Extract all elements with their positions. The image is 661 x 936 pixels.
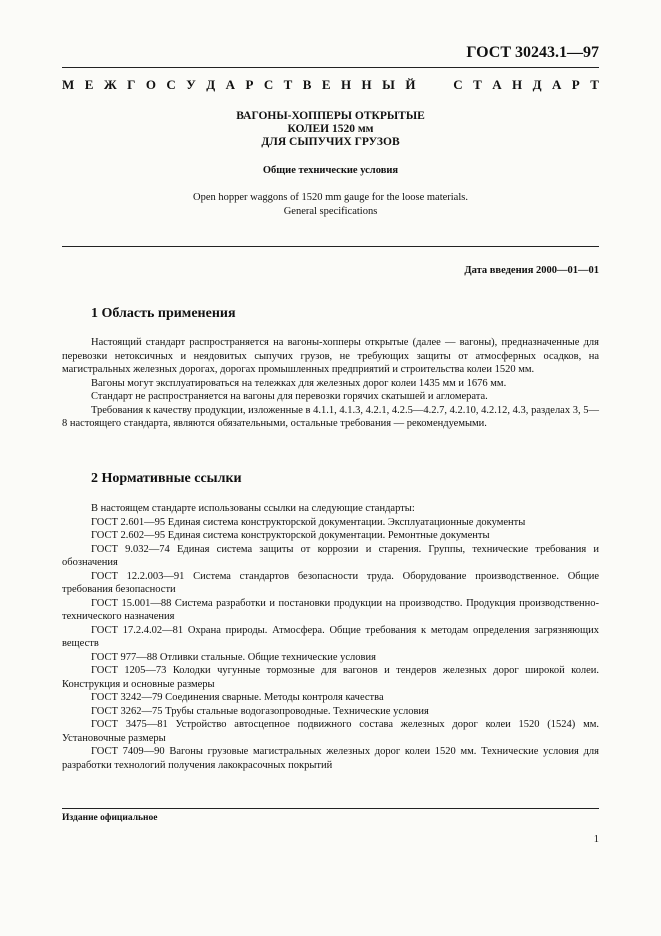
english-title	[62, 191, 599, 219]
banner-letter: С	[263, 77, 274, 92]
banner-letter: Й	[405, 77, 416, 92]
reference-item: ГОСТ 2.601—95 Единая система конструкторской документации. Эксплуатационные документы	[91, 516, 526, 528]
banner-letter	[440, 77, 443, 93]
title-line-3: ДЛЯ СЫПУЧИХ ГРУЗОВ	[261, 136, 400, 148]
document-subtitle: Общие технические условия	[262, 165, 399, 176]
banner-letter: Т	[283, 77, 293, 92]
english-title-line-2: General specifications	[283, 206, 378, 217]
title-line-1: ВАГОНЫ-ХОППЕРЫ ОТКРЫТЫЕ	[236, 110, 425, 122]
title-line-2: КОЛЕИ 1520 мм	[287, 123, 374, 135]
banner-letter: С	[453, 77, 463, 92]
reference-item: ГОСТ 1205—73 Колодки чугунные тормозные для вагонов и тендеров железных дорог широкой колеи. Конструкция и основные размеры	[62, 665, 599, 690]
banner-letter: М	[62, 77, 75, 92]
banner-letter: С	[166, 77, 176, 92]
banner-letter: В	[302, 77, 312, 92]
banner-letter: Р	[245, 77, 254, 92]
paragraph: Требования к качеству продукции, изложенные в 4.1.1, 4.1.3, 4.2.1, 4.2.5—4.2.7, 4.2.10, 4.2.12, 4.3, разделах 3, 5—8 настоящего стандарта, являются обязательными, остальные требования — рекомендуемыми.	[62, 404, 599, 429]
footer-rule	[62, 808, 599, 809]
page-number: 1	[593, 834, 599, 845]
reference-item: ГОСТ 12.2.003—91 Система стандартов безопасности труда. Оборудование производственное. Общие требования безопасности	[62, 570, 599, 595]
reference-item: ГОСТ 9.032—74 Единая система защиты от коррозии и старения. Группы, технические требования и обозначения	[62, 543, 599, 568]
banner-letter: А	[225, 77, 235, 92]
banner-letter: Е	[321, 77, 331, 92]
banner-letter: Н	[512, 77, 523, 92]
banner-letter: Н	[361, 77, 372, 92]
banner-letter: Д	[206, 77, 216, 92]
reference-item: ГОСТ 2.602—95 Единая система конструкторской документации. Ремонтные документы	[91, 530, 490, 541]
banner-letter: Д	[532, 77, 542, 92]
banner-letter: А	[551, 77, 562, 92]
banner-letter: А	[492, 77, 502, 92]
edition-note: Издание официальное	[62, 813, 158, 823]
banner-letter: Г	[127, 77, 136, 92]
paragraph: Настоящий стандарт распространяется на вагоны-хопперы открытые (далее — вагоны), предназначенные для перевозки нетоксичных и неядовитых сыпучих грузов, не требующих защиты от атмосферных осадков, на магистральных железных дорогах, дорогах промышленных предприятий и строительства колеи 1520 мм.	[62, 337, 599, 375]
banner-letter: Н	[340, 77, 352, 92]
reference-item: ГОСТ 977—88 Отливки стальные. Общие технические условия	[91, 651, 376, 663]
standard-banner	[62, 77, 599, 93]
paragraph: Стандарт не распространяется на вагоны для перевозки горячих скатышей и агломерата.	[91, 391, 488, 402]
document-code: ГОСТ 30243.1—97	[466, 44, 599, 61]
paragraph: В настоящем стандарте использованы ссылки на следующие стандарты:	[91, 503, 415, 514]
section-1-heading: 1 Область применения	[91, 306, 236, 321]
banner-letter: Т	[590, 77, 599, 92]
introduction-date: Дата введения 2000—01—01	[464, 265, 599, 276]
banner-letter: У	[186, 77, 196, 92]
reference-item: ГОСТ 7409—90 Вагоны грузовые магистральных железных дорог колеи 1520 мм. Технические условия для разработки технологий получения лакокрасочных покрытий	[62, 746, 599, 771]
section-2-heading: 2 Нормативные ссылки	[91, 471, 242, 486]
banner-letter: Ы	[382, 77, 395, 92]
banner-letter: Т	[473, 77, 482, 92]
banner-letter	[426, 77, 429, 93]
header-rule	[62, 67, 599, 68]
reference-item: ГОСТ 3262—75 Трубы стальные водогазопроводные. Технические условия	[91, 705, 429, 717]
reference-item: ГОСТ 15.001—88 Система разработки и постановки продукции на производство. Продукция производственно-технического назначения	[62, 597, 599, 622]
reference-item: ГОСТ 3242—79 Соединения сварные. Методы контроля качества	[91, 692, 384, 703]
banner-letter: Р	[571, 77, 580, 92]
banner-letter: Е	[84, 77, 94, 92]
section-1-body	[62, 336, 599, 431]
reference-item: ГОСТ 17.2.4.02—81 Охрана природы. Атмосфера. Общие требования к методам определения загрязняющих веществ	[62, 624, 599, 649]
banner-letter: О	[145, 77, 156, 92]
paragraph: Вагоны могут эксплуатироваться на тележках для железных дорог колеи 1435 мм и 1676 мм.	[91, 377, 507, 389]
section-2-body	[62, 502, 599, 772]
english-title-line-1: Open hopper waggons of 1520 mm gauge for the loose materials.	[193, 192, 468, 203]
title-rule	[62, 246, 599, 247]
document-title	[62, 110, 599, 149]
banner-letter: Ж	[103, 77, 117, 92]
reference-item: ГОСТ 3475—81 Устройство автосцепное подвижного состава железных дорог колеи 1520 (1524) мм. Установочные размеры	[62, 719, 599, 744]
